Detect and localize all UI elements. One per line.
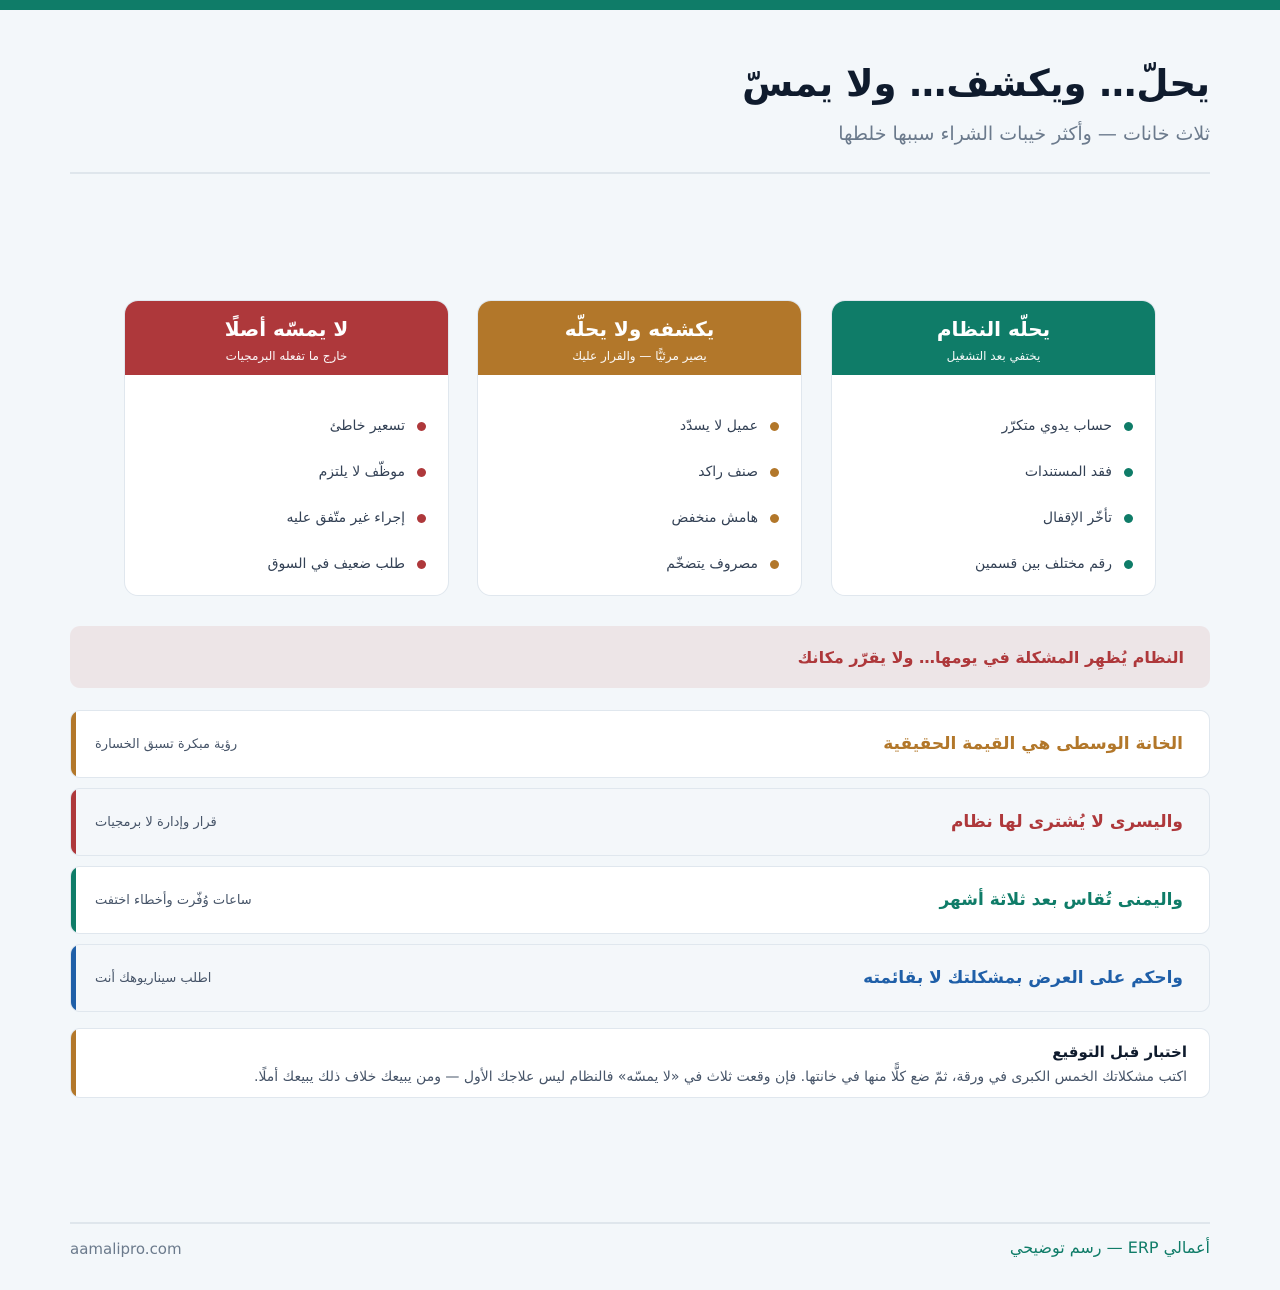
insight-title: واليمنى تُقاس بعد ثلاثة أشهر [939,890,1183,910]
bullet-dot-icon [1124,514,1133,523]
insight-note: اطلب سيناريوهك أنت [95,970,212,986]
bullet-dot-icon [417,514,426,523]
list-item [147,449,426,495]
footer-site-link[interactable]: aamalipro.com [70,1240,182,1258]
card-revealed-not-solved [477,300,802,596]
bullet-dot-icon [770,422,779,431]
card-header [832,301,1155,375]
list-item [854,541,1133,587]
bullet-dot-icon [417,468,426,477]
list-item [147,495,426,541]
insight-note: ساعات وُفّرت وأخطاء اختفت [95,892,252,908]
card-header [478,301,801,375]
bullet-dot-icon [417,560,426,569]
list-item [500,403,779,449]
list-item [147,541,426,587]
card-list [832,375,1155,587]
card-subtitle: يختفي بعد التشغيل [946,349,1041,363]
list-item-label: عميل لا يسدّد [679,418,758,434]
insight-note: قرار وإدارة لا برمجيات [95,814,217,830]
card-title: لا يمسّه أصلًا [224,317,349,341]
bullet-dot-icon [1124,468,1133,477]
insight-title: واحكم على العرض بمشكلتك لا بقائمته [863,968,1183,988]
list-item [500,449,779,495]
list-item-label: إجراء غير متّفق عليه [286,510,405,526]
footer-brand: أعمالي ERP — رسم توضيحي [1009,1238,1210,1257]
header-divider [70,172,1210,174]
bullet-dot-icon [770,560,779,569]
card-title: يكشفه ولا يحلّه [564,317,715,341]
card-subtitle: خارج ما تفعله البرمجيات [225,349,348,363]
test-title: اختبار قبل التوقيع [1052,1043,1187,1061]
card-list [478,375,801,587]
list-item [500,541,779,587]
insight-note: رؤية مبكرة تسبق الخسارة [95,736,238,752]
list-item-label: تسعير خاطئ [329,418,405,434]
bullet-dot-icon [770,468,779,477]
list-item-label: فقد المستندات [1024,464,1112,480]
bullet-dot-icon [417,422,426,431]
list-item-label: هامش منخفض [671,510,758,526]
page-header [70,58,1210,148]
list-item-label: موظّف لا يلتزم [318,464,405,480]
list-item [854,403,1133,449]
insight-title: واليسرى لا يُشترى لها نظام [950,812,1183,832]
page-title: يحلّ… ويكشف… ولا يمسّ [742,62,1210,105]
footer-divider [70,1222,1210,1224]
key-message-banner: النظام يُظهِر المشكلة في يومها… ولا يقرّر مكانك [70,626,1210,688]
card-not-touched [124,300,449,596]
list-item-label: حساب يدوي متكرّر [1001,418,1112,434]
insight-row [70,788,1210,856]
card-list [125,375,448,587]
list-item-label: صنف راكد [698,464,758,480]
list-item-label: رقم مختلف بين قسمين [975,556,1112,572]
list-item [147,403,426,449]
list-item-label: طلب ضعيف في السوق [267,556,405,572]
insight-row [70,866,1210,934]
pre-signing-test-box [70,1028,1210,1098]
card-solved-by-system [831,300,1156,596]
list-item-label: مصروف يتضخّم [666,556,758,572]
bullet-dot-icon [1124,560,1133,569]
list-item [854,449,1133,495]
insight-row [70,944,1210,1012]
card-header [125,301,448,375]
bullet-dot-icon [1124,422,1133,431]
card-title: يحلّه النظام [936,317,1051,341]
page-subtitle: ثلاث خانات — وأكثر خيبات الشراء سببها خلطها [838,123,1210,145]
insight-row [70,710,1210,778]
list-item-label: تأخّر الإقفال [1042,510,1112,526]
insight-title: الخانة الوسطى هي القيمة الحقيقية [883,734,1183,754]
category-cards [124,300,1156,596]
list-item [854,495,1133,541]
card-subtitle: يصير مرئيًّا — والقرار عليك [572,349,707,363]
top-accent-bar [0,0,1280,10]
bullet-dot-icon [770,514,779,523]
list-item [500,495,779,541]
test-body: اكتب مشكلاتك الخمس الكبرى في ورقة، ثمّ ضع كلًّا منها في خانتها. فإن وقعت ثلاث في «لا يمسّه» فالنظام ليس علاجك الأول — ومن يبيعك خلاف ذلك يبيعك أملًا. [254,1069,1187,1085]
